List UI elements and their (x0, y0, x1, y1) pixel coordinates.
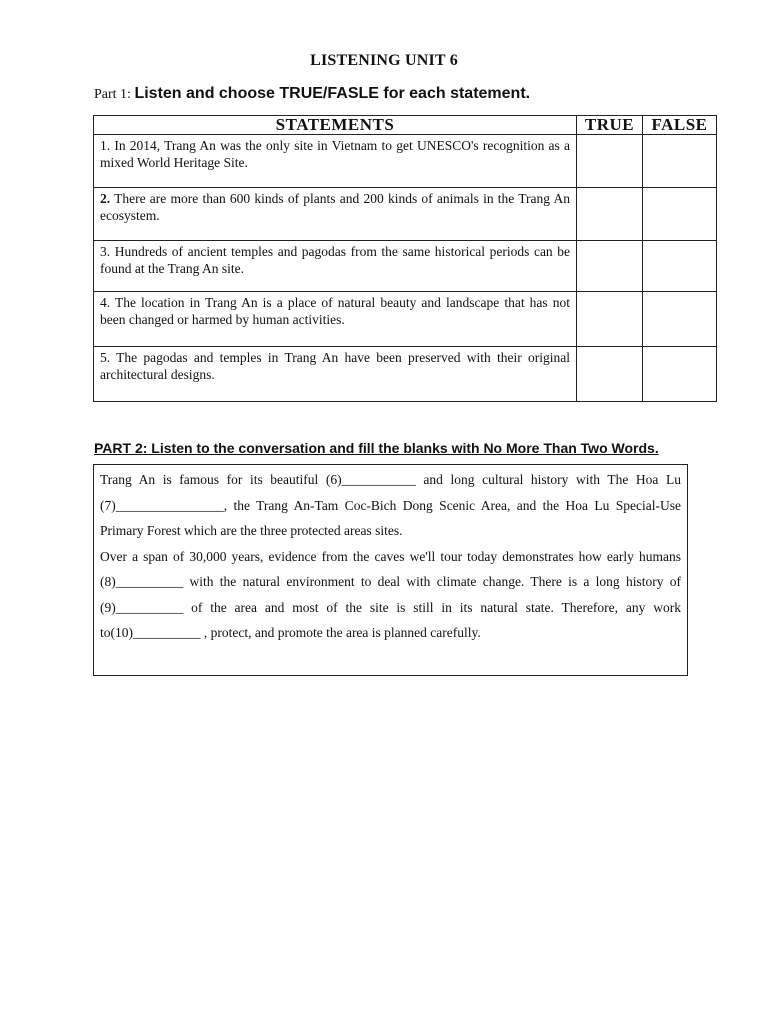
false-answer-box-4[interactable] (643, 292, 717, 347)
statements-header: STATEMENTS (94, 116, 577, 135)
false-header: FALSE (643, 116, 717, 135)
passage-paragraph-1: Trang An is famous for its beautiful (6)___________ and long cultural history with The Hoa Lu (7)________________, the Trang An-Tam Coc-Bich Dong Scenic Area, and the Hoa Lu Special-Use Primary Forest which are the three protected areas sites. (100, 472, 681, 538)
fill-in-passage (93, 464, 688, 676)
table-row (94, 347, 717, 402)
statement-1: 1. In 2014, Trang An was the only site in Vietnam to get UNESCO's recognition as a mixed World Heritage Site. (94, 135, 577, 188)
true-answer-box-2[interactable] (577, 188, 643, 241)
table-row (94, 292, 717, 347)
statement-2 (94, 188, 577, 241)
statement-3: 3. Hundreds of ancient temples and pagodas from the same historical periods can be found at the Trang An site. (94, 241, 577, 292)
true-answer-box-1[interactable] (577, 135, 643, 188)
table-row (94, 135, 717, 188)
false-answer-box-2[interactable] (643, 188, 717, 241)
true-header: TRUE (577, 116, 643, 135)
part1-instruction: Listen and choose TRUE/FASLE for each statement. (134, 85, 531, 102)
passage-paragraph-2: Over a span of 30,000 years, evidence from the caves we'll tour today demonstrates how early humans (8)__________ with the natural environment to deal with climate change. There is a long history of (9)__________ of the area and most of the site is still in its natural state. Therefore, any work to(10)__________ , protect, and promote the area is planned carefully. (100, 548, 681, 640)
false-answer-box-5[interactable] (643, 347, 717, 402)
true-answer-box-4[interactable] (577, 292, 643, 347)
part1-heading (94, 85, 530, 103)
false-answer-box-1[interactable] (643, 135, 717, 188)
statement-2-number: 2. (100, 191, 111, 206)
table-row (94, 241, 717, 292)
table-row (94, 188, 717, 241)
part2-heading: PART 2: Listen to the conversation and fill the blanks with No More Than Two Words. (94, 440, 659, 456)
part1-label: Part 1: (94, 87, 135, 102)
true-answer-box-5[interactable] (577, 347, 643, 402)
statement-4: 4. The location in Trang An is a place of natural beauty and landscape that has not been changed or harmed by human activities. (94, 292, 577, 347)
true-false-table (93, 115, 717, 402)
statement-2-text: There are more than 600 kinds of plants and 200 kinds of animals in the Trang An ecosystem. (100, 191, 570, 223)
table-header-row (94, 116, 717, 135)
true-answer-box-3[interactable] (577, 241, 643, 292)
false-answer-box-3[interactable] (643, 241, 717, 292)
page-title: LISTENING UNIT 6 (310, 52, 458, 69)
statement-5: 5. The pagodas and temples in Trang An have been preserved with their original architectural designs. (94, 347, 577, 402)
